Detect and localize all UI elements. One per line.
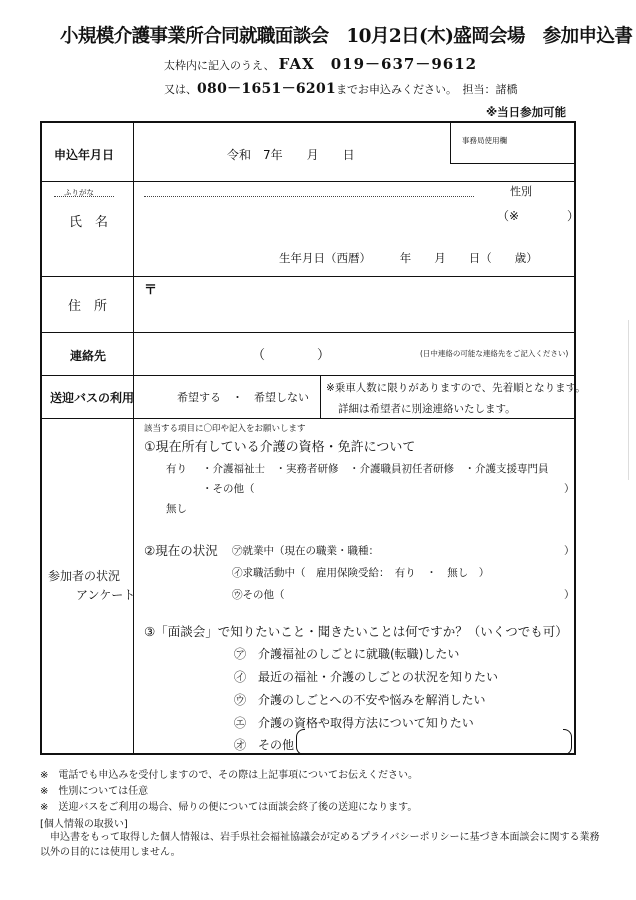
status-label: 参加者の状況 xyxy=(48,569,121,583)
application-form xyxy=(40,121,586,755)
bus-divider xyxy=(320,375,321,418)
q1-other[interactable]: ・その他（ xyxy=(202,483,255,495)
bus-options[interactable]: 希望する ・ 希望しない xyxy=(177,391,309,404)
phone-instruction xyxy=(164,78,518,98)
date-label: 申込年月日 xyxy=(54,148,115,162)
q3-option-2[interactable]: ㋑ 最近の福祉・介護のしごとの状況を知りたい xyxy=(234,670,499,684)
office-box-bottom xyxy=(450,163,574,164)
row-divider xyxy=(42,181,574,182)
phone-prefix: 又は、 xyxy=(164,83,197,96)
label-column-divider xyxy=(133,123,134,755)
q1-none[interactable]: 無し xyxy=(166,503,187,515)
q1-other-close: ） xyxy=(564,483,575,495)
bracket-right xyxy=(563,729,572,755)
q3-option-5[interactable]: ㋔ その他 xyxy=(234,738,295,752)
q1-title: ①現在所有している介護の資格・免許について xyxy=(144,440,416,455)
row-divider xyxy=(42,332,574,333)
privacy-title: [個人情報の取扱い] xyxy=(40,819,128,830)
birthdate-field[interactable]: 生年月日（西暦） 年 月 日（ 歳） xyxy=(279,251,538,265)
q2-title: ②現在の状況 xyxy=(144,543,218,558)
bus-note-2: 詳細は希望者に別途連絡いたします。 xyxy=(338,403,516,415)
name-label: 氏 名 xyxy=(69,215,109,230)
date-field[interactable]: 令和 7年 月 日 xyxy=(227,148,355,162)
contact-note: (日中連絡の可能な連絡先をご記入ください) xyxy=(420,349,569,358)
note-item: ※ 送迎バスをご利用の場合、帰りの便については面談会終了後の送迎になります。 xyxy=(40,802,418,813)
postal-mark: 〒 xyxy=(144,283,158,298)
survey-intro: 該当する項目に〇印や記入をお願いします xyxy=(144,424,306,434)
note-item: ※ 性別については任意 xyxy=(40,786,149,797)
row-divider xyxy=(42,418,574,419)
notes-list xyxy=(40,768,418,816)
contact-field[interactable]: （ ） xyxy=(252,348,331,363)
note-item: ※ 電話でも申込みを受付しますので、その際は上記事項についてお伝えください。 xyxy=(40,770,418,781)
q3-option-1[interactable]: ㋐ 介護福祉のしごとに就職(転職)したい xyxy=(234,647,460,661)
q1-yes[interactable]: 有り xyxy=(166,463,187,475)
furigana-label: ふりがな xyxy=(64,188,94,197)
q2-option-a[interactable]: ㋐就業中（現在の職業・職種： xyxy=(232,545,379,557)
q3-option-4[interactable]: ㋓ 介護の資格や取得方法について知りたい xyxy=(234,716,474,730)
row-divider xyxy=(42,276,574,277)
address-label: 住 所 xyxy=(68,299,108,314)
survey-label: アンケート xyxy=(76,588,136,602)
q2-option-c[interactable]: ㋒その他（ xyxy=(232,589,285,601)
fax-number: FAX 019－637－9612 xyxy=(278,55,478,73)
row-divider xyxy=(42,375,574,376)
q2-c-close: ） xyxy=(564,589,575,601)
q3-other-field[interactable] xyxy=(296,729,574,755)
same-day-note: ※当日参加可能 xyxy=(486,105,567,119)
form-title: 小規模介護事業所合同就職面談会 10月2日(木)盛岡会場 参加申込書 xyxy=(60,26,633,47)
bus-label: 送迎バスの利用 xyxy=(50,391,135,405)
fax-instruction xyxy=(164,53,477,74)
office-use-label: 事務局使用欄 xyxy=(462,136,507,145)
bracket-left xyxy=(296,729,305,755)
q1-qualifications[interactable]: ・介護福祉士 ・実務者研修 ・介護職員初任者研修 ・介護支援専門員 xyxy=(202,463,549,475)
phone-suffix: までお申込みください。 担当：諸橋 xyxy=(336,83,518,96)
contact-label: 連絡先 xyxy=(70,349,107,363)
fax-prefix: 太枠内に記入のうえ、 xyxy=(164,59,275,72)
q3-title: ③「面談会」で知りたいこと・聞きたいことは何ですか？（いくつでも可） xyxy=(144,624,568,639)
bus-note-1: ※乗車人数に限りがありますので、先着順となります。 xyxy=(326,382,586,394)
phone-number: 080－1651－6201 xyxy=(197,81,337,97)
q2-option-b[interactable]: ㋑求職活動中（ 雇用保険受給： 有り ・ 無し ） xyxy=(232,567,490,579)
furigana-field-line[interactable] xyxy=(144,196,474,197)
gender-label: 性別 xyxy=(510,185,532,198)
gender-field[interactable]: （※ ） xyxy=(497,209,580,223)
privacy-body: 申込書をもって取得した個人情報は、岩手県社会福祉協議会が定めるプライバシーポリシーに基づき本面談会に関する業務以外の目的には使用しません。 xyxy=(40,832,600,858)
q2-a-close: ） xyxy=(564,545,575,557)
page-edge-mark xyxy=(628,320,633,480)
furigana-underline xyxy=(54,196,114,197)
q3-option-3[interactable]: ㋒ 介護のしごとへの不安や悩みを解消したい xyxy=(234,693,486,707)
office-box-divider xyxy=(450,123,451,163)
